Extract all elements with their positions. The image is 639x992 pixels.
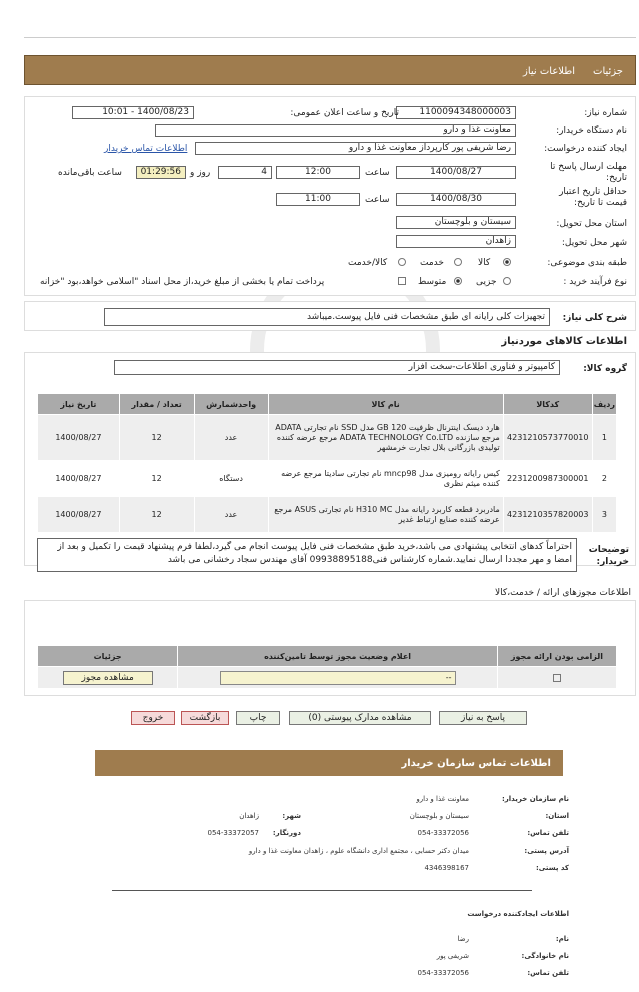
group-field: کامپیوتر و فناوری اطلاعات-سخت افزار — [114, 360, 560, 375]
cell-code: 4231210573770010 — [503, 415, 592, 461]
province-label: استان محل تحویل: — [556, 219, 627, 229]
contact-divider — [112, 890, 532, 891]
c-address-value: میدان دکتر حسابی ، مجتمع اداری دانشگاه علوم ، زاهدان معاونت غذا و دارو — [248, 847, 469, 855]
province-field: سیستان و بلوچستان — [396, 216, 516, 229]
group-label: گروه کالا: — [583, 364, 627, 374]
payment-checkbox[interactable] — [398, 277, 406, 285]
city-label: شهر محل تحویل: — [561, 238, 627, 248]
validity-time-field: 11:00 — [276, 193, 360, 206]
contact-buyer-link[interactable]: اطلاعات تماس خریدار — [104, 144, 188, 154]
need-no-field: 1100094348000003 — [396, 106, 516, 119]
cell-code: 2231200987300001 — [503, 461, 592, 497]
proc-partial-label: جزیی — [476, 277, 497, 287]
attachments-button[interactable]: مشاهده مدارک پیوستی (0) — [289, 711, 431, 725]
creator-field: رضا شریفی پور کارپرداز معاونت غذا و دارو — [195, 142, 516, 155]
announce-field: 1400/08/23 - 10:01 — [72, 106, 194, 119]
cell-unit: عدد — [194, 497, 268, 533]
cell-name: هارد دیسک اینترنال ظرفیت 120 GB مدل SSD نام تجارتی ADATA مرجع سازنده ADATA TECHNOLOGY Co.LTD مرجع عرضه کننده تولیدی بازرگانی بلال تجارت خرمشهر — [268, 415, 503, 461]
need-no-label: شماره نیاز: — [584, 108, 627, 118]
c-province-value: سیستان و بلوچستان — [409, 812, 469, 820]
col-qty: تعداد / مقدار — [119, 394, 194, 415]
col-row: ردیف — [592, 394, 616, 415]
creator-label: ایجاد کننده درخواست: — [544, 144, 627, 154]
cell-row: 1 — [592, 415, 616, 461]
table-row — [38, 497, 617, 533]
c-city-label: شهر: — [282, 812, 301, 820]
header-subtitle: اطلاعات نیاز — [523, 66, 575, 77]
validity-time-label: ساعت — [365, 195, 390, 205]
c-province-label: استان: — [545, 812, 569, 820]
permit-status-field: -- — [220, 671, 456, 685]
proc-medium-label: متوسط — [418, 277, 447, 287]
days-label: روز و — [190, 168, 211, 178]
cell-qty: 12 — [119, 497, 194, 533]
page-header — [24, 55, 636, 85]
cell-name: کیس رایانه رومیزی مدل mncp98 نام تجارتی سادیتا مرجع عرضه کننده میثم نظری — [268, 461, 503, 497]
days-field: 4 — [218, 166, 272, 179]
col-date: تاریخ نیاز — [38, 394, 120, 415]
creator-info-title: اطلاعات ایجادکننده درخواست — [467, 910, 569, 918]
table-row — [38, 461, 617, 497]
category-label: طبقه بندی موضوعی: — [547, 258, 627, 268]
cell-status — [178, 667, 498, 689]
col-required: الزامی بودن ارائه مجوز — [497, 646, 616, 667]
cat-both-radio[interactable] — [398, 258, 406, 266]
buyer-field: معاونت غذا و دارو — [155, 124, 516, 137]
required-checkbox — [553, 674, 561, 682]
col-unit: واحدشمارش — [194, 394, 268, 415]
c-postal-value: 4346398167 — [424, 864, 469, 872]
proc-partial-radio[interactable] — [503, 277, 511, 285]
proc-medium-radio[interactable] — [454, 277, 462, 285]
summary-field: تجهیزات کلی رایانه ای طبق مشخصات فنی فایل پیوست.میباشد — [104, 308, 550, 326]
c-fax-value: 054-33372057 — [207, 829, 259, 837]
buyer-notes-label: توضیحات خریدار: — [588, 545, 629, 567]
col-code: کدکالا — [503, 394, 592, 415]
summary-label: شرح کلی نیاز: — [562, 313, 627, 323]
col-details: جزئیات — [38, 646, 178, 667]
deadline-time-field: 12:00 — [276, 166, 360, 179]
deadline-time-label: ساعت — [365, 168, 390, 178]
cat-both-label: کالا/خدمت — [348, 258, 388, 268]
c-phone-value: 054-33372056 — [417, 829, 469, 837]
c-name-label: نام: — [555, 935, 569, 943]
cell-qty: 12 — [119, 415, 194, 461]
c-postal-label: کد پستی: — [535, 864, 569, 872]
org-label: نام سازمان خریدار: — [501, 795, 569, 803]
city-field: زاهدان — [396, 235, 516, 248]
permits-table — [37, 645, 617, 689]
cell-row: 2 — [592, 461, 616, 497]
exit-button[interactable]: خروج — [131, 711, 175, 725]
table-row — [38, 667, 617, 689]
reply-button[interactable]: پاسخ به نیاز — [439, 711, 527, 725]
cell-row: 3 — [592, 497, 616, 533]
col-name: نام کالا — [268, 394, 503, 415]
deadline-date-field: 1400/08/27 — [396, 166, 516, 179]
cell-date: 1400/08/27 — [38, 497, 120, 533]
cell-name: مادربرد قطعه کاربرد رایانه مدل H310 MC نام تجارتی ASUS مرجع عرضه کننده صنایع ارتباط غدیر — [268, 497, 503, 533]
validity-date-field: 1400/08/30 — [396, 193, 516, 206]
contact-header — [95, 750, 563, 776]
back-button[interactable]: بازگشت — [181, 711, 229, 725]
c-address-label: آدرس پستی: — [524, 847, 569, 855]
cell-unit: عدد — [194, 415, 268, 461]
c-cphone-label: تلفن تماس: — [527, 969, 569, 977]
header-title: جزئیات — [593, 66, 623, 77]
cat-service-label: خدمت — [420, 258, 444, 268]
c-phone-label: تلفن تماس: — [527, 829, 569, 837]
c-name-value: رضا — [457, 935, 469, 943]
contact-title: اطلاعات تماس سازمان خریدار — [401, 758, 551, 769]
print-button[interactable]: چاپ — [236, 711, 280, 725]
cell-code: 4231210357820003 — [503, 497, 592, 533]
buyer-notes-field: احتراماً کدهای انتخابی پیشنهادی می باشد،خرید طبق مشخصات فنی فایل پیوست انجام می گیرد،لطفا فرم پیشنهاد قیمت را تکمیل و بعد از امضا و مهر مجددا ارسال نمایید.شماره کارشناس فنی09938895188 آقای مهندس سجاد رخشانی می باشد — [37, 538, 577, 572]
goods-title: اطلاعات کالاهای موردنیاز — [501, 336, 627, 347]
cell-qty: 12 — [119, 461, 194, 497]
remaining-label: ساعت باقی‌مانده — [58, 168, 122, 178]
cat-goods-radio[interactable] — [503, 258, 511, 266]
cell-date: 1400/08/27 — [38, 415, 120, 461]
buyer-label: نام دستگاه خریدار: — [556, 126, 627, 136]
goods-table — [37, 393, 617, 533]
c-fax-label: دورنگار: — [272, 829, 301, 837]
cell-required — [497, 667, 616, 689]
process-label: نوع فرآیند خرید : — [563, 277, 627, 287]
cell-date: 1400/08/27 — [38, 461, 120, 497]
c-city-value: زاهدان — [239, 812, 259, 820]
cat-service-radio[interactable] — [454, 258, 462, 266]
deadline-label: مهلت ارسال پاسخ تا تاریخ: — [550, 162, 627, 183]
table-row — [38, 415, 617, 461]
cell-details — [38, 667, 178, 689]
announce-label: تاریخ و ساعت اعلان عمومی: — [290, 108, 399, 118]
c-family-label: نام خانوادگی: — [521, 952, 569, 960]
top-rule — [24, 37, 636, 38]
remaining-time-field: 01:29:56 — [136, 166, 186, 179]
c-cphone-value: 054-33372056 — [417, 969, 469, 977]
cat-goods-label: کالا — [478, 258, 491, 268]
view-permit-button[interactable]: مشاهده مجوز — [63, 671, 153, 685]
cell-unit: دستگاه — [194, 461, 268, 497]
org-value: معاونت غذا و دارو — [416, 795, 469, 803]
col-status: اعلام وضعیت مجوز توسط تامین‌کننده — [178, 646, 498, 667]
validity-label: حداقل تاریخ اعتبار قیمت تا تاریخ: — [559, 187, 627, 208]
c-family-value: شریفی پور — [436, 952, 469, 960]
payment-note: پرداخت تمام یا بخشی از مبلغ خرید،از محل اسناد "اسلامی خواهد،بود "خزانه — [40, 277, 325, 287]
permits-title: اطلاعات مجوزهای ارائه / خدمت،کالا — [495, 588, 631, 598]
